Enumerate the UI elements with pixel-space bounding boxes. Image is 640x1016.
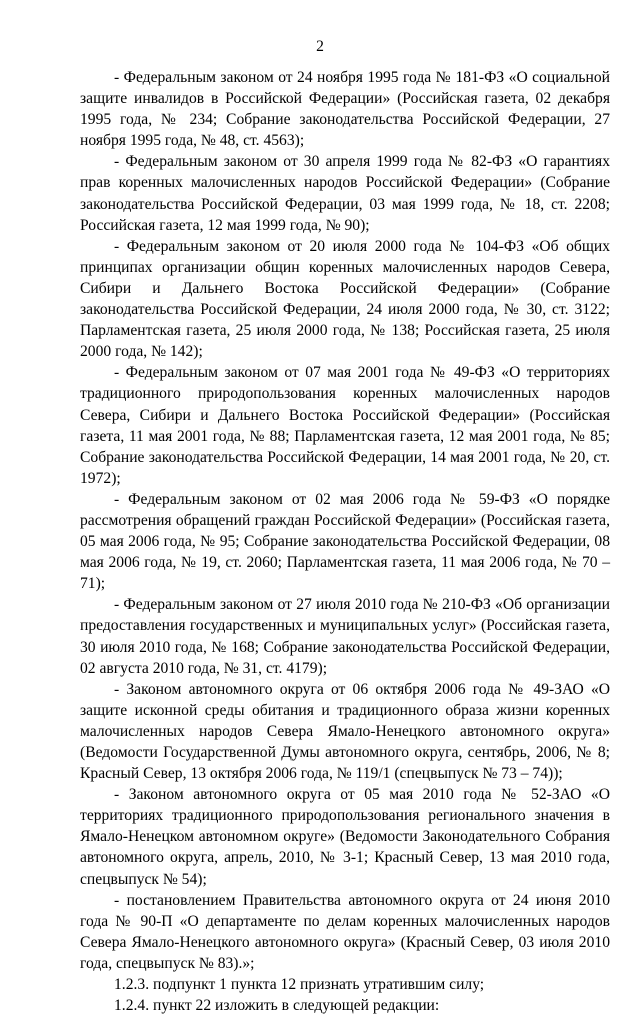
page-number: 2	[316, 38, 324, 55]
amendment-clause: 1.2.3. подпункт 1 пункта 12 признать утратившим силу;	[114, 976, 485, 994]
law-reference-item: - Федеральным законом от 27 июля 2010 года № 210-ФЗ «Об организации предоставления государственных и муниципальных услуг» (Российская газета, 30 июля 2010 года, № 168; Собрание законодательства Российской Федерации, 02 августа 2010 года, № 31, ст. 4179);	[80, 596, 610, 677]
law-reference-item: - Федеральным законом от 24 ноября 1995 года № 181-ФЗ «О социальной защите инвалидов в Российской Федерации» (Российская газета, 02 декабря 1995 года, № 234; Собрание законодательства Российской Федерации, 27 ноября 1995 года, № 48, ст. 4563);	[80, 69, 610, 150]
document-body	[80, 67, 610, 1016]
law-reference-item: - Законом автономного округа от 06 октября 2006 года № 49-ЗАО «О защите исконной среды обитания и традиционного образа жизни коренных малочисленных народов Севера Ямало-Ненецкого автономного округа» (Ведомости Государственной Думы автономного округа, сентябрь, 2006, № 8; Красный Север, 13 октября 2006 года, № 119/1 (спецвыпуск № 73 – 74));	[80, 680, 610, 783]
law-reference-item: - Федеральным законом от 30 апреля 1999 года № 82-ФЗ «О гарантиях прав коренных малочисленных народов Российской Федерации» (Собрание законодательства Российской Федерации, 03 мая 1999 года, № 18, ст. 2208; Российская газета, 12 мая 1999 года, № 90);	[80, 153, 610, 234]
law-reference-item: - постановлением Правительства автономного округа от 24 июня 2010 года № 90-П «О департаменте по делам коренных малочисленных народов Севера Ямало-Ненецкого автономного округа» (Красный Север, 03 июля 2010 года, спецвыпуск № 83).»;	[80, 891, 610, 972]
amendment-clause: 1.2.4. пункт 22 изложить в следующей редакции:	[114, 997, 440, 1015]
law-reference-item: - Федеральным законом от 20 июля 2000 года № 104-ФЗ «Об общих принципах организации общин коренных малочисленных народов Севера, Сибири и Дальнего Востока Российской Федерации» (Собрание законодательства Российской Федерации, 24 июля 2000 года, № 30, ст. 3122; Парламентская газета, 25 июля 2000 года, № 138; Российская газета, 25 июля 2000 года, № 142);	[80, 237, 610, 361]
law-reference-item: - Законом автономного округа от 05 мая 2010 года № 52-ЗАО «О территориях традиционного природопользования регионального значения в Ямало-Ненецком автономном округе» (Ведомости Законодательного Собрания автономного округа, апрель, 2010, № 3-1; Красный Север, 13 мая 2010 года, спецвыпуск № 54);	[80, 786, 610, 888]
law-reference-item: - Федеральным законом от 02 мая 2006 года № 59-ФЗ «О порядке рассмотрения обращений граждан Российской Федерации» (Российская газета, 05 мая 2006 года, № 95; Собрание законодательства Российской Федерации, 08 мая 2006 года, № 19, ст. 2060; Парламентская газета, 11 мая 2006 года, № 70 – 71);	[80, 490, 610, 593]
law-reference-item: - Федеральным законом от 07 мая 2001 года № 49-ФЗ «О территориях традиционного природопользования коренных малочисленных народов Севера, Сибири и Дальнего Востока Российской Федерации» (Российская газета, 11 мая 2001 года, № 88; Парламентская газета, 12 мая 2001 года, № 85; Собрание законодательства Российской Федерации, 14 мая 2001 года, № 20, ст. 1972);	[80, 364, 610, 487]
